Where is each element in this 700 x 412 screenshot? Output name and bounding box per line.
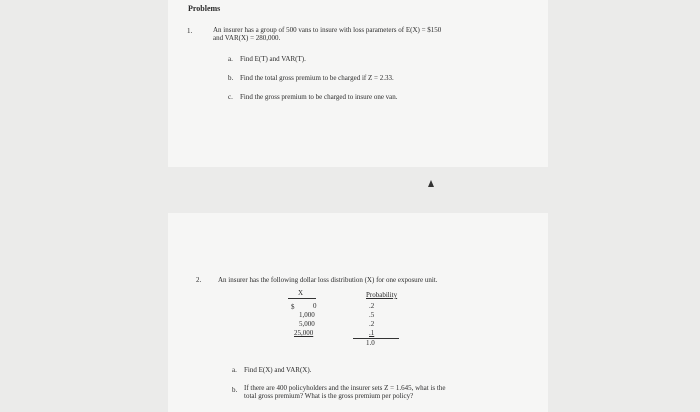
problem1-text-line1: An insurer has a group of 500 vans to insure with loss parameters of E(X) = $150 [213, 26, 442, 34]
p-value-1: .5 [369, 311, 375, 319]
table-probability-header: Probability [366, 291, 398, 299]
p-value-2: .2 [369, 320, 375, 328]
problem1-part-b-label: b. [228, 74, 234, 82]
x-header-rule [288, 298, 316, 299]
problem1-number: 1. [187, 27, 193, 35]
problem2-part-a-text: Find E(X) and VAR(X). [244, 366, 312, 374]
x-value-2: 5,000 [299, 320, 315, 328]
problem2-part-b-text-line2: total gross premium? What is the gross premium per policy? [244, 392, 414, 400]
p-value-0: .2 [369, 302, 375, 310]
dollar-sign: $ [291, 303, 295, 311]
probability-sum-rule [353, 338, 399, 339]
problem1-part-a-text: Find E(T) and VAR(T). [240, 55, 306, 63]
table-x-header: X [298, 289, 304, 297]
x-value-0: 0 [313, 302, 317, 310]
p-value-3: .1 [369, 329, 375, 337]
problem2-part-b-text-line1: If there are 400 policyholders and the insurer sets Z = 1.645, what is the [244, 384, 446, 392]
problem1-text-line2: and VAR(X) = 280,000. [213, 34, 281, 42]
p-total: 1.0 [366, 339, 375, 347]
problem2-part-a-label: a. [232, 366, 237, 374]
problem2-part-b-label: b. [232, 386, 238, 394]
page-bottom [168, 213, 548, 412]
problem1-part-a-label: a. [228, 55, 233, 63]
problem2-text: An insurer has the following dollar loss distribution (X) for one exposure unit. [218, 276, 438, 284]
problem1-part-c-text: Find the gross premium to be charged to insure one van. [240, 93, 398, 101]
problem2-number: 2. [196, 276, 202, 284]
mouse-cursor-icon [428, 180, 434, 187]
problems-heading: Problems [188, 4, 221, 13]
x-value-1: 1,000 [299, 311, 315, 319]
problem1-part-c-label: c. [228, 93, 233, 101]
x-value-3: 25,000 [294, 329, 314, 337]
problem1-part-b-text: Find the total gross premium to be charged if Z = 2.33. [240, 74, 394, 82]
